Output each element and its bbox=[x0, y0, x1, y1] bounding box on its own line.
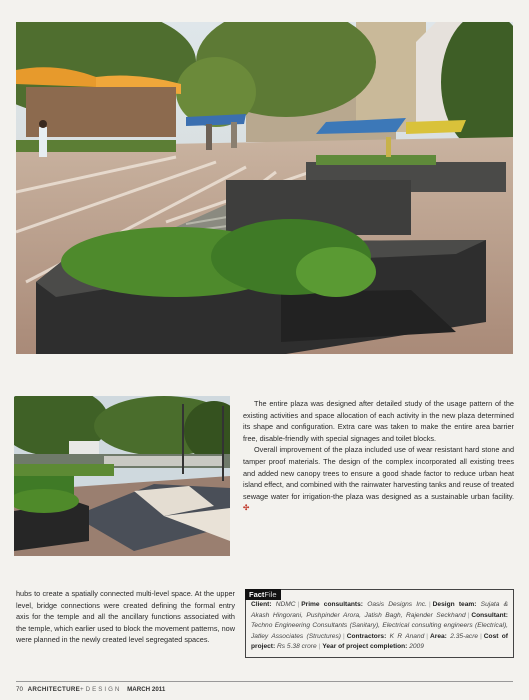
magazine-suffix: +DESIGN bbox=[80, 686, 122, 693]
fact-key: Design team: bbox=[432, 601, 477, 608]
fact-key: Consultant: bbox=[471, 611, 508, 619]
page-number: 70 bbox=[16, 686, 23, 693]
fact-file-title-light: File bbox=[264, 590, 277, 599]
fact-value: Sujata & Akash Hingorani, Pushpinder Arora, Jatish Bagh, Rajender Seckhand bbox=[251, 601, 508, 619]
body-paragraph: The entire plaza was designed after detailed study of the usage pattern of the existing activities and space allocation of each activity in the new plaza determined its shape and configuration. Extra care was taken to make the entire area barrier free, disable-friendly with special signages and toilet blocks. bbox=[243, 399, 514, 443]
plaza-main-photo bbox=[16, 22, 513, 354]
fact-key: Cost of project: bbox=[251, 632, 508, 651]
fact-separator: | bbox=[318, 643, 321, 651]
fact-separator: | bbox=[428, 601, 431, 608]
magazine-name: ARCHITECTURE bbox=[27, 686, 81, 693]
fact-key: Prime consultants: bbox=[301, 601, 363, 608]
fact-value: 2009 bbox=[409, 643, 424, 651]
body-paragraph-text: Overall improvement of the plaza included use of wear resistant hard stone and tamper proof materials. The design of the complex incorporated all existing trees and added new canopy trees to ensure a good shade factor to reduce urban heat island effect, and combined with the rainwater harvesting tanks and reuse of treated sewage water for irrigation-the plaza was designed as a sustainable urban facility. bbox=[243, 445, 514, 501]
page-footer bbox=[16, 686, 513, 694]
fact-value: NDMC bbox=[275, 601, 296, 608]
fact-file-title bbox=[245, 589, 281, 600]
fact-key: Area: bbox=[430, 632, 447, 640]
fact-file-title-bold: Fact bbox=[249, 590, 265, 599]
end-mark-icon: ✣ bbox=[243, 503, 250, 513]
fact-separator: | bbox=[467, 611, 470, 619]
fact-value: Rs 5.38 crore bbox=[277, 643, 317, 651]
issue-date: MARCH 2011 bbox=[127, 686, 166, 693]
fact-key: Year of project completion: bbox=[322, 643, 408, 651]
continued-text bbox=[16, 588, 235, 646]
fact-separator: | bbox=[426, 632, 428, 640]
fact-key: Client: bbox=[251, 601, 272, 608]
fact-value: Techno Engineering Consultants (Sanitary), Electrical consulting engineers (Electrical), Jatley Associates (Structures) bbox=[251, 622, 508, 640]
fact-key: Contractors: bbox=[346, 632, 387, 640]
plaza-secondary-photo bbox=[14, 396, 230, 556]
body-paragraph bbox=[243, 444, 514, 514]
fact-value: 2.35-acre bbox=[450, 632, 479, 640]
fact-value: Oasis Designs Inc. bbox=[367, 601, 427, 608]
fact-file-body bbox=[251, 600, 508, 653]
footer-rule bbox=[16, 681, 513, 682]
article-body bbox=[243, 398, 514, 514]
fact-separator: | bbox=[480, 632, 482, 640]
fact-separator: | bbox=[342, 632, 345, 640]
fact-file-box bbox=[245, 589, 514, 658]
continued-paragraph: hubs to create a spatially connected multi-level space. At the upper level, bridge connections were created defining the formal entry axis for the temple and all the ancillary functions associated with the temple, which earlier used to block the movement patterns, now were planned in the newly created level segregated spaces. bbox=[16, 589, 235, 645]
fact-value: K R Anand bbox=[389, 632, 425, 640]
fact-separator: | bbox=[297, 601, 300, 608]
